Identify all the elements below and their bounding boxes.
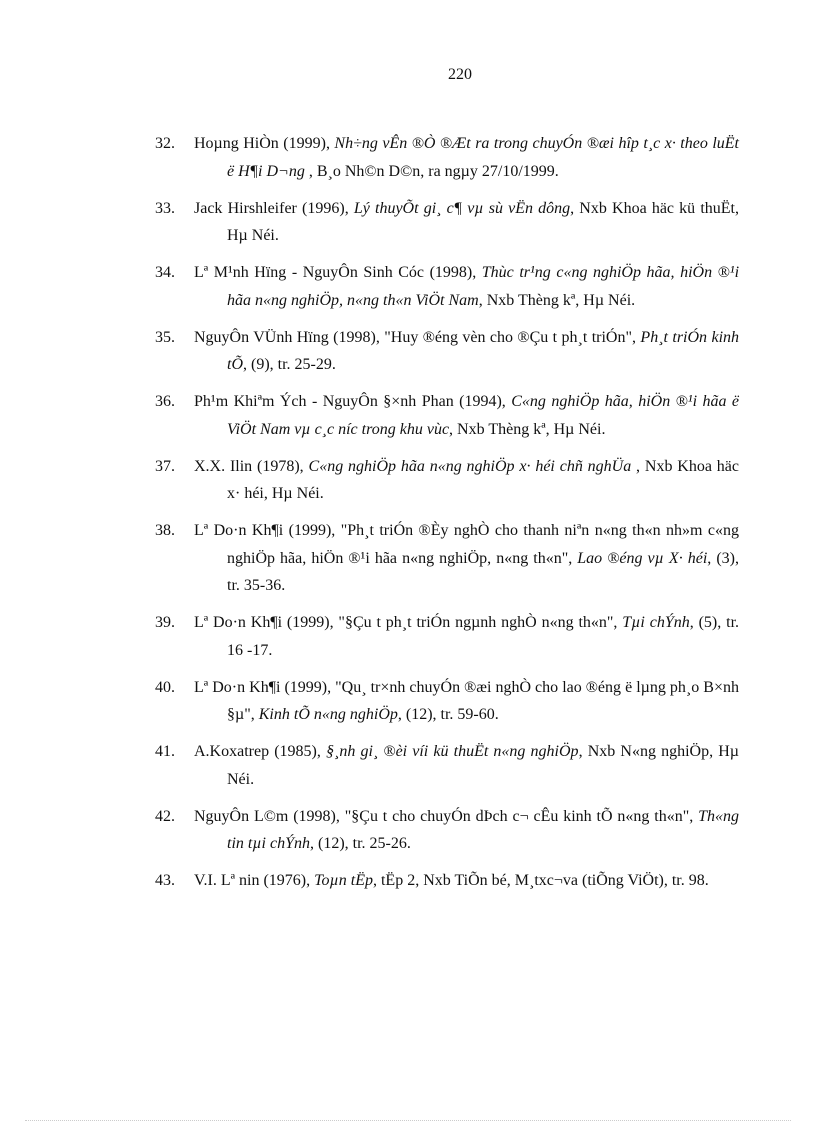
reference-number: 43. — [155, 872, 175, 889]
reference-segment: Hoµng HiÒn (1999), — [194, 135, 335, 152]
reference-number: 39. — [155, 614, 175, 631]
reference-title: Kinh tÕ n«ng nghiÖp — [258, 706, 398, 723]
reference-text — [194, 867, 739, 895]
reference-item — [155, 324, 739, 379]
reference-segment: NguyÔn VÜnh Hïng (1998), "Huy ®éng vèn cho ®Çu t ph¸t triÓn", — [194, 328, 641, 346]
reference-item — [155, 674, 739, 729]
reference-segment: , (12), tr. 25-26. — [310, 835, 411, 852]
reference-list — [155, 130, 739, 904]
reference-segment: Lª Do·n Kh¶i (1999), "Qu¸ tr×nh chuyÓn ®æi nghÒ cho lao ®éng ë lµng ph¸o B×nh §µ", — [194, 678, 739, 723]
reference-text — [194, 195, 740, 250]
reference-text — [194, 517, 740, 600]
page-bottom-divider — [25, 1120, 791, 1121]
reference-title: Nh÷ng vÊn ®Ò ®Æt ra trong chuyÓn ®æi hîp t¸c x· theo luËt ë H¶i D¬ng — [227, 135, 739, 180]
reference-title: Lao ®éng vµ X· héi — [577, 549, 708, 567]
reference-segment: , Nxb Thèng kª, Hµ Néi. — [449, 420, 606, 438]
reference-item — [155, 609, 739, 664]
reference-text — [194, 388, 739, 443]
reference-segment: Lª M¹nh Hïng - NguyÔn Sinh Cóc (1998), — [194, 264, 482, 281]
reference-segment: , (12), tr. 59-60. — [397, 706, 499, 723]
reference-title: C«ng nghiÖp hãa, hiÖn ®¹i hãa ë ViÖt Nam vµ c¸c níc trong khu vùc — [227, 393, 739, 438]
reference-segment: , B¸o Nh©n D©n, ra ngµy 27/10/1999. — [304, 162, 559, 180]
reference-text — [194, 324, 740, 379]
reference-item — [155, 388, 739, 443]
reference-title: C«ng nghiÖp hãa n«ng nghiÖp x· héi chñ nghÜa — [308, 457, 632, 475]
reference-number: 34. — [155, 264, 175, 281]
reference-segment: , Nxb Khoa häc x· héi, Hµ Néi. — [227, 457, 739, 502]
reference-title: Th«ng tin tµi chÝnh — [227, 807, 739, 852]
reference-segment: Ph¹m Khiªm Ých - NguyÔn §×nh Phan (1994), — [194, 393, 512, 410]
reference-title: Tµi chÝnh — [622, 614, 690, 631]
reference-item — [155, 803, 739, 858]
reference-text — [194, 738, 739, 793]
reference-number: 40. — [155, 678, 175, 696]
reference-segment: Lª Do·n Kh¶i (1999), "Ph¸t triÓn ®Èy nghÒ cho thanh niªn n«ng th«n nh»m c«ng nghiÖp hãa, hiÖn ®¹i hãa n«ng nghiÖp, n«ng th«n", — [194, 522, 739, 567]
reference-item — [155, 738, 739, 793]
reference-segment: V.I. Lª nin (1976), — [194, 872, 315, 889]
reference-title: Toµn tËp — [314, 872, 373, 889]
reference-item — [155, 130, 739, 185]
reference-title: §¸nh gi¸ ®èi víi kü thuËt n«ng nghiÖp — [326, 743, 579, 760]
reference-segment: , tËp 2, Nxb TiÕn bé, M¸txc¬va (tiÕng ViÖt), tr. 98. — [372, 872, 709, 889]
reference-text — [194, 453, 739, 508]
reference-number: 38. — [155, 522, 175, 539]
page-number: 220 — [448, 66, 472, 83]
reference-segment: X.X. Ilin (1978), — [194, 457, 309, 475]
reference-text — [194, 130, 739, 185]
reference-segment: , Nxb N«ng nghiÖp, Hµ Néi. — [227, 743, 739, 788]
reference-text — [194, 803, 739, 858]
reference-title: Thùc tr¹ng c«ng nghiÖp hãa, hiÖn ®¹i hãa n«ng nghiÖp, n«ng th«n ViÖt Nam — [227, 264, 740, 309]
reference-number: 35. — [155, 328, 175, 346]
reference-segment: , (3), tr. 35-36. — [227, 549, 740, 594]
reference-segment: , Nxb Khoa häc kü thuËt, Hµ Néi. — [227, 199, 740, 244]
reference-number: 32. — [155, 135, 175, 152]
reference-number: 37. — [155, 457, 175, 475]
reference-segment: A.Koxatrep (1985), — [194, 743, 327, 760]
reference-text — [194, 259, 740, 314]
reference-item — [155, 453, 739, 508]
reference-item — [155, 259, 739, 314]
reference-number: 41. — [155, 743, 175, 760]
reference-text — [194, 674, 739, 729]
reference-item — [155, 195, 739, 250]
reference-number: 36. — [155, 393, 175, 410]
reference-title: Ph¸t triÓn kinh tÕ — [227, 328, 740, 373]
reference-segment: Lª Do·n Kh¶i (1999), "§Çu t ph¸t triÓn ngµnh nghÒ n«ng th«n", — [194, 614, 623, 631]
reference-segment: , (5), tr. 16 -17. — [227, 614, 740, 659]
reference-segment: , (9), tr. 25-29. — [243, 356, 336, 373]
reference-segment: NguyÔn L©m (1998), "§Çu t cho chuyÓn dÞch c¬ cÊu kinh tÕ n«ng th«n", — [194, 807, 699, 825]
reference-text — [194, 609, 740, 664]
reference-number: 33. — [155, 199, 175, 217]
reference-item — [155, 867, 739, 895]
reference-title: Lý thuyÕt gi¸ c¶ vµ sù vËn dông — [353, 199, 571, 217]
reference-number: 42. — [155, 807, 175, 825]
reference-segment: Jack Hirshleifer (1996), — [194, 199, 354, 217]
reference-item — [155, 517, 739, 600]
reference-segment: , Nxb Thèng kª, Hµ Néi. — [478, 291, 636, 309]
